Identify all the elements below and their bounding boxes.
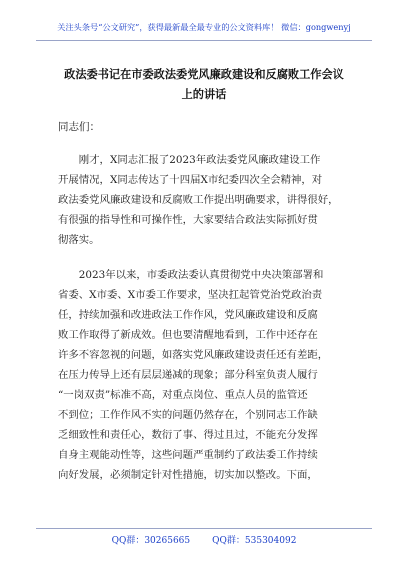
paragraph-line: 政法委党风廉政建设和反腐败工作提出明确要求，讲得很好， bbox=[58, 194, 339, 206]
paragraph-line: 开展情况，X同志传达了十四届X市纪委四次全会精神，对 bbox=[58, 174, 323, 186]
footer-divider bbox=[36, 528, 372, 529]
paragraph-line: 许多不容忽视的问题，如落实党风廉政建设责任还有差距， bbox=[58, 349, 329, 361]
footer-contacts bbox=[0, 533, 408, 546]
paragraph-line: 省委、X市委、X市委工作要求，坚决扛起管党治党政治责 bbox=[58, 289, 323, 301]
paragraph-line: 任，持续加强和改进政法工作作风，党风廉政建设和反腐 bbox=[58, 309, 318, 321]
footer-qq-group-2: QQ群：535304092 bbox=[212, 536, 297, 546]
paragraph-1 bbox=[58, 150, 354, 250]
paragraph-line: 有很强的指导性和可操作性，大家要结合政法实际抓好贯 bbox=[58, 214, 318, 226]
paragraph-line: “一岗双责”标准不高，对重点岗位、重点人员的监管还 bbox=[58, 389, 308, 401]
paragraph-line: 在压力传导上还有层层递减的现象；部分科室负责人履行 bbox=[58, 369, 318, 381]
paragraph-line: 乏细致性和责任心，数衍了事、得过且过，不能充分发挥 bbox=[58, 429, 318, 441]
paragraph-line: 败工作取得了新成效。但也要清醒地看到，工作中还存在 bbox=[58, 329, 318, 341]
paragraph-line: 2023年以来，市委政法委认真贯彻党中央决策部署和 bbox=[58, 269, 324, 281]
salutation: 同志们： bbox=[58, 121, 100, 133]
header-divider bbox=[36, 40, 372, 41]
paragraph-line: 向好发展，必须制定针对性措施，切实加以整改。下面， bbox=[58, 469, 318, 481]
paragraph-line: 不到位；工作作风不实的问题仍然存在，个别同志工作缺 bbox=[58, 409, 318, 421]
paragraph-line: 刚才，X同志汇报了2023年政法委党风廉政建设工作 bbox=[58, 154, 321, 166]
footer-qq-group-1: QQ群：30265665 bbox=[111, 536, 191, 546]
paragraph-2 bbox=[58, 265, 354, 485]
header-banner: 关注头条号“公文研究”，获得最新最全最专业的公文资料库！ 微信：gongwenyj bbox=[57, 22, 351, 32]
document-title-line-2: 上的讲话 bbox=[181, 87, 227, 101]
paragraph-line: 自身主观能动性等，这些问题严重制约了政法委工作持续 bbox=[58, 449, 318, 461]
document-title-line-1: 政法委书记在市委政法委党风廉政建设和反腐败工作会议 bbox=[64, 67, 344, 81]
paragraph-line: 彻落实。 bbox=[58, 234, 100, 246]
